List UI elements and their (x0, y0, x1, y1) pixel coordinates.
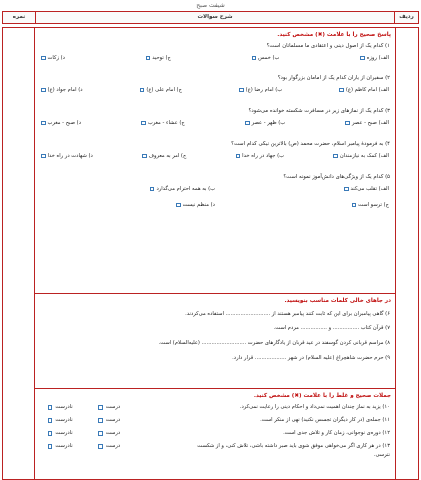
option[interactable] (140, 86, 182, 94)
option-checkbox[interactable] (333, 154, 338, 159)
option-label: نادرست (55, 430, 73, 436)
section-title: پاسخ صحیح را با علامت (✖) مشخص کنید. (277, 32, 391, 38)
option[interactable] (41, 201, 215, 209)
option[interactable] (215, 185, 389, 193)
option[interactable] (41, 152, 93, 160)
options-row (35, 152, 395, 160)
option-checkbox[interactable] (48, 431, 53, 436)
option-checkbox[interactable] (48, 444, 53, 449)
option-label: د) صبح - مغرب (47, 120, 81, 126)
options-row (35, 119, 395, 127)
true-false-options (35, 442, 133, 451)
options-row (35, 185, 395, 193)
true-false-row (35, 429, 395, 438)
option[interactable] (41, 54, 65, 62)
option-label: الف) تقلب می‌کند (350, 186, 389, 192)
statement-text: ۱۱) جمله‌ی (در کار دیگران تجسس نکنید) نهی از منکر است. (260, 417, 390, 423)
option[interactable] (41, 119, 81, 127)
question-text: ۳) کدام یک از نمازهای زیر در مسافرت شکسته خوانده می‌شود؟ (248, 108, 390, 114)
statement-text: ۱۳) در هر کاری اگر می‌خواهی موفق شوی باید صبر داشته باشی، تلاش کنی، و از شکست (197, 443, 390, 449)
option-checkbox[interactable] (41, 56, 46, 61)
option-checkbox[interactable] (150, 187, 155, 192)
section-multiple-choice (35, 28, 395, 294)
option-label: نادرست (55, 417, 73, 423)
statement-text: نترسی. (373, 452, 390, 458)
option-label: د) امام جواد (ع) (47, 87, 83, 93)
true-false-options (35, 403, 133, 412)
option-checkbox[interactable] (344, 187, 349, 192)
section-title: جملات صحیح و غلط را با علامت (✖) مشخص کنید. (253, 393, 391, 399)
option-checkbox[interactable] (41, 154, 46, 159)
option-label: ج) ترسو است (358, 202, 389, 208)
true-option[interactable] (98, 403, 120, 412)
option[interactable] (339, 86, 389, 94)
option[interactable] (333, 152, 389, 160)
true-option[interactable] (98, 442, 120, 451)
option-checkbox[interactable] (98, 418, 103, 423)
option[interactable] (252, 54, 280, 62)
option-label: ب) به همه احترام می‌گذارد (156, 186, 215, 192)
option[interactable] (41, 86, 83, 94)
score-column (3, 28, 35, 479)
statement-text: ۱۰) یزید به نماز چندان اهمیت نمی‌داد و احکام دینی را رعایت نمی‌کرد. (239, 404, 390, 410)
exam-sheet (2, 0, 419, 480)
option-label: د) شهادت در راه خدا (47, 153, 93, 159)
option-checkbox[interactable] (345, 121, 350, 126)
option-checkbox[interactable] (352, 203, 357, 208)
option-label: درست (105, 404, 121, 410)
false-option[interactable] (48, 403, 73, 412)
options-row (35, 86, 395, 94)
option-label: درست (105, 430, 121, 436)
option-label: الف) صبح - عصر (351, 120, 389, 126)
option-checkbox[interactable] (252, 56, 257, 61)
section-fill-blanks (35, 294, 395, 389)
true-false-options (35, 416, 133, 425)
option-label: الف) امام کاظم (ع) (345, 87, 389, 93)
option-label: ب) امام رضا (ع) (245, 87, 283, 93)
fill-item: ۸) مراسم قربانی کردن گوسفند در عید قربان از یادگارهای حضرت ........................... (علیه‌السلام) است. (158, 340, 390, 346)
option[interactable] (245, 119, 285, 127)
option-checkbox[interactable] (141, 121, 146, 126)
questions-frame (2, 27, 419, 480)
question-text: ۵) کدام یک از ویژگی‌های دانش‌آموز نمونه است؟ (283, 174, 390, 180)
fill-item: ۷) قرآن کتاب ................ و ................ مردم است. (273, 325, 390, 331)
option-checkbox[interactable] (245, 121, 250, 126)
true-false-row (35, 442, 395, 451)
true-false-row (35, 403, 395, 412)
option[interactable] (236, 152, 284, 160)
true-option[interactable] (98, 416, 120, 425)
option[interactable] (345, 119, 389, 127)
section-true-false (35, 389, 395, 479)
header-score: نمره (12, 14, 26, 20)
option-label: ج) امام علی (ع) (146, 87, 182, 93)
option-checkbox[interactable] (48, 418, 53, 423)
option-label: د) منظم نیست (182, 202, 215, 208)
option[interactable] (239, 86, 282, 94)
option-checkbox[interactable] (41, 88, 46, 93)
true-false-options (35, 429, 133, 438)
option-checkbox[interactable] (176, 203, 181, 208)
fill-item: ۹) حرم حضرت شاهچراغ (علیه السلام) در شهر ................... قرار دارد. (232, 355, 390, 361)
options-row (35, 201, 395, 209)
header-questions: شرح سوالات (35, 12, 394, 23)
option-checkbox[interactable] (98, 444, 103, 449)
option-label: الف) کمک به نیازمندان (339, 153, 389, 159)
true-false-row (35, 416, 395, 425)
option-checkbox[interactable] (142, 154, 147, 159)
option-checkbox[interactable] (239, 88, 244, 93)
option-checkbox[interactable] (41, 121, 46, 126)
statement-text: ۱۲) دوره‌ی نوجوانی، زمان کار و تلاش جدی است. (283, 430, 390, 436)
option[interactable] (141, 119, 184, 127)
option[interactable] (360, 54, 389, 62)
option-label: درست (105, 417, 121, 423)
option-label: د) زکات (47, 55, 65, 61)
option-checkbox[interactable] (98, 431, 103, 436)
questions-content (35, 28, 395, 479)
option-checkbox[interactable] (48, 405, 53, 410)
option-label: ب) جهاد در راه خدا (242, 153, 285, 159)
option-checkbox[interactable] (236, 154, 241, 159)
option-checkbox[interactable] (360, 56, 365, 61)
option-label: ب) خمس (258, 55, 280, 61)
option-label: نادرست (55, 443, 73, 449)
option[interactable] (41, 185, 215, 193)
question-text: ۴) به فرمودهٔ پیامبر اسلام، حضرت محمد (ص) بالاترین نیکی کدام است؟ (231, 141, 390, 147)
option-label: ب) ظهر - عصر (251, 120, 286, 126)
option[interactable] (146, 54, 171, 62)
option-label: ج) امر به معروف (148, 153, 187, 159)
row-number-column (395, 28, 418, 479)
option[interactable] (215, 201, 389, 209)
header-row-number: ردیف (394, 12, 418, 23)
false-option[interactable] (48, 442, 73, 451)
option-label: الف) روزه (366, 55, 389, 61)
option-label: ج) توحید (152, 55, 171, 61)
question-text: ۲) سفیران از یاران کدام یک از امامان بزرگوار بود؟ (277, 75, 390, 81)
option-label: ج) عشاء - مغرب (147, 120, 185, 126)
false-option[interactable] (48, 416, 73, 425)
false-option[interactable] (48, 429, 73, 438)
option-label: نادرست (55, 404, 73, 410)
option[interactable] (142, 152, 186, 160)
option-checkbox[interactable] (339, 88, 344, 93)
option-checkbox[interactable] (140, 88, 145, 93)
question-text: ۱) کدام یک از اصول دینی و اعتقادی ما مسلمانان است؟ (266, 43, 390, 49)
fill-item: ۶) گاهی پیامبران برای این که ثابت کنند پیامبر هستند از ........................... استفاده می‌کردند. (185, 311, 390, 317)
section-title: در جاهای خالی کلمات مناسب بنویسید. (284, 298, 391, 304)
option-label: درست (105, 443, 121, 449)
table-header (2, 11, 419, 24)
exam-title: شیفت صبح (196, 2, 225, 9)
option-checkbox[interactable] (146, 56, 151, 61)
true-option[interactable] (98, 429, 120, 438)
option-checkbox[interactable] (98, 405, 103, 410)
true-false-row (35, 451, 395, 460)
options-row (35, 54, 395, 62)
